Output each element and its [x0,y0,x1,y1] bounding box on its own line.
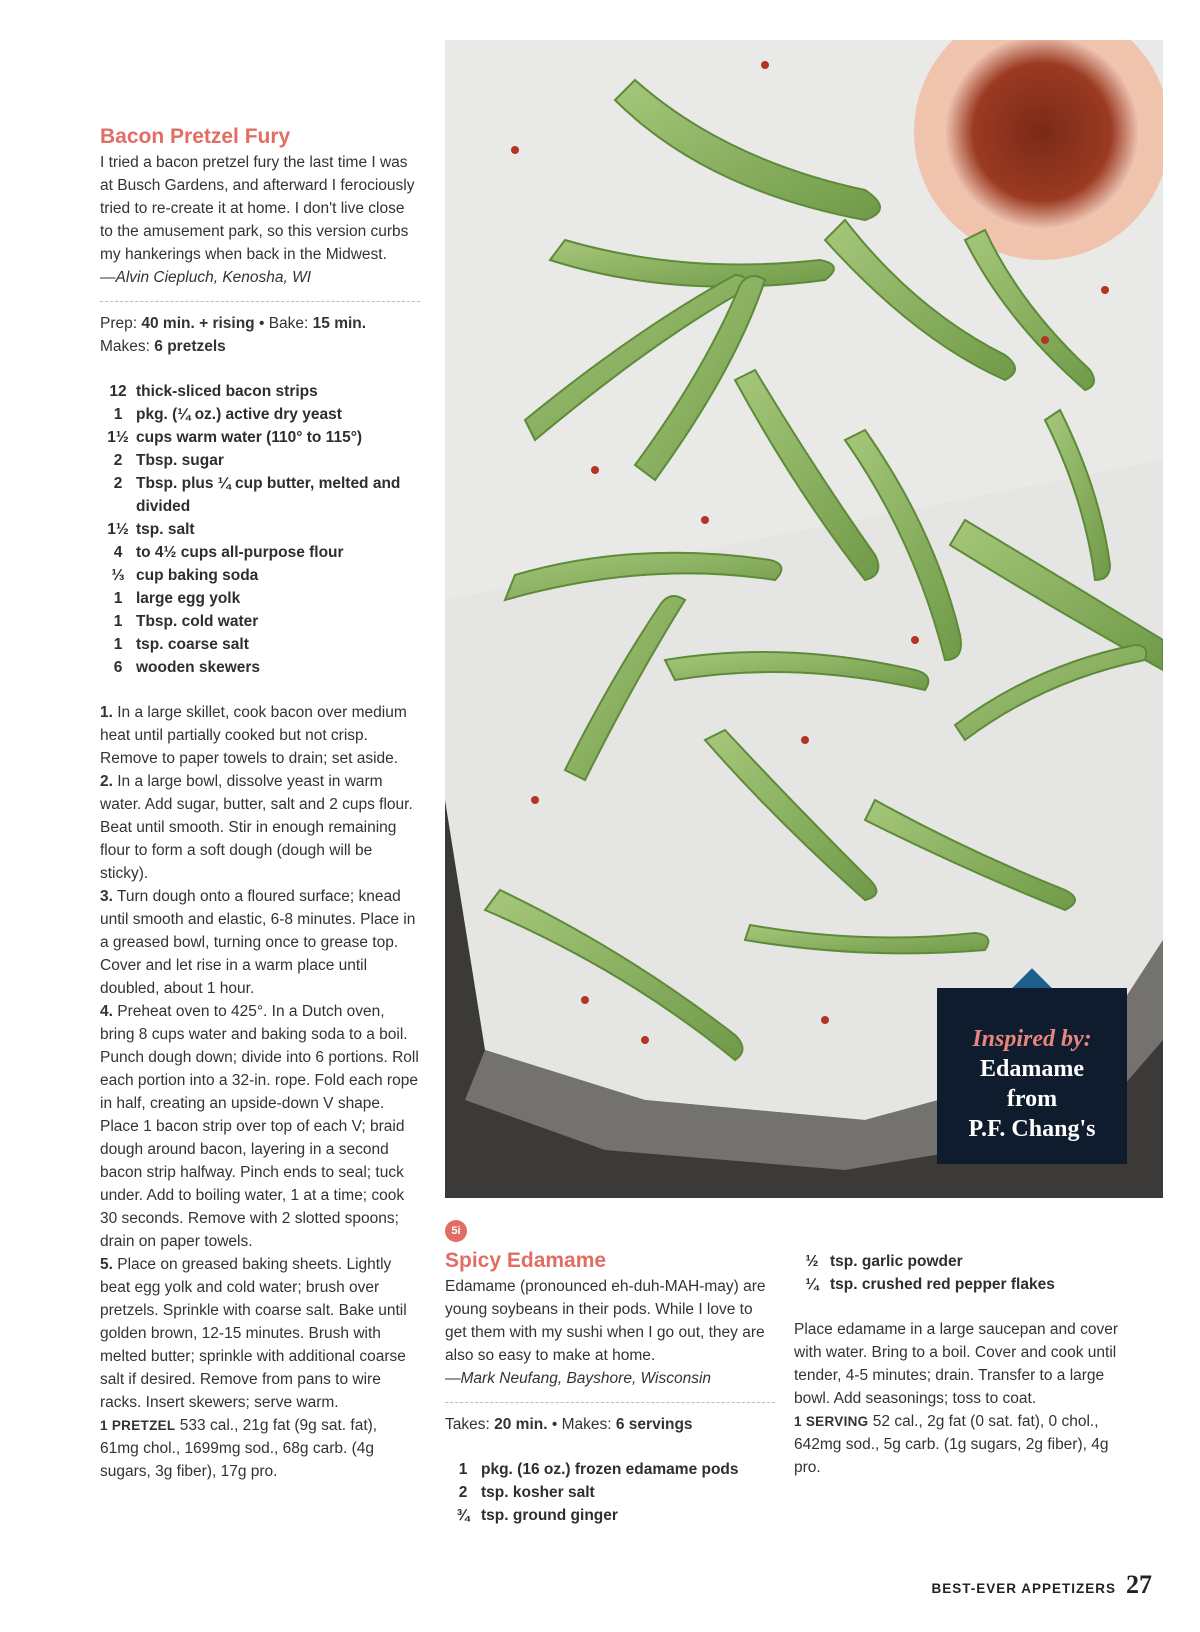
ingredient-item: ½ tsp. garlic powder [805,1253,963,1270]
ingredient-item: 1½ tsp. salt [107,521,195,538]
byline: —Alvin Ciepluch, Kenosha, WI [100,269,312,286]
ingredient-item: 1 Tbsp. cold water [113,613,259,630]
ingredient-item: 1 tsp. coarse salt [113,636,249,653]
step: 4. Preheat oven to 425°. In a Dutch oven, bring 8 cups water and baking soda to a boil. Punch dough down; divide into 6 portions. Roll each portion into a 32-in. rope. Fold each rope in half, creating an upside-down V shape. Place 1 bacon strip over top of each V; braid dough around bacon, layering in a second bacon strip halfway. Pinch ends to seal; tuck under. Add to boiling water, 1 at a time; cook 30 seconds. Remove with 2 slotted spoons; drain on paper towels. [100,1003,419,1250]
recipe-title: Bacon Pretzel Fury [100,125,291,148]
makes-label: Makes: [100,338,150,355]
bake-value: 15 min. [312,315,367,332]
page-number: 27 [1126,1570,1152,1599]
ingredient-item: 1 pkg. (¼ oz.) active dry yeast [113,406,342,423]
intro-text: I tried a bacon pretzel fury the last time I was at Busch Gardens, and afterward I ferociously tried to re-create it at home. I don't live close to the amusement park, so this version curbs my hankerings when back in the Midwest. [100,154,415,263]
step: 2. In a large bowl, dissolve yeast in warm water. Add sugar, butter, salt and 2 cups flour. Beat until smooth. Stir in enough remaining flour to form a soft dough (dough will be sticky). [100,773,413,882]
ingredient-item: 2 Tbsp. sugar [113,452,224,469]
ingredient-item: 12 thick-sliced bacon strips [109,383,318,400]
bake-label: Bake: [268,315,309,332]
nutrition-facts: 1 PRETZEL 533 cal., 21g fat (9g sat. fat), 61mg chol., 1699mg sod., 68g carb. (4g sugars, 3g fiber), 17g pro. [100,1417,378,1480]
step: 5. Place on greased baking sheets. Lightly beat egg yolk and cold water; brush over pretzels. Sprinkle with coarse salt. Bake until golden brown, 12-15 minutes. Brush with melted butter; sprinkle with additional coarse salt if desired. Remove from pans to wire racks. Insert skewers; serve warm. [100,1256,407,1411]
quick-badge: 5i [445,1220,467,1242]
prep-value: 40 min. + rising [141,315,255,332]
recipe-intro [445,1275,775,1390]
recipe-intro [100,151,420,289]
directions [100,701,420,1483]
ingredient-item: 2 Tbsp. plus ¼ cup butter, melted and divided [113,475,401,515]
ingredient-item: 1½ cups warm water (110° to 115°) [107,429,363,446]
directions: Place edamame in a large saucepan and cover with water. Bring to a boil. Cover and cook until tender, 4-5 minutes; drain. Transfer to a large bowl. Add seasonings; toss to coat. [794,1321,1118,1407]
dish-line: Edamame [980,1056,1084,1082]
page-footer [931,1570,1152,1600]
nutrition-facts: 1 SERVING 52 cal., 2g fat (0 sat. fat), 0 chol., 642mg sod., 5g carb. (1g sugars, 2g fiber), 4g pro. [794,1413,1109,1476]
makes-value: 6 pretzels [154,338,226,355]
makes-label: Makes: [561,1416,612,1433]
ingredient-item: 1 pkg. (16 oz.) frozen edamame pods [458,1461,739,1478]
prep-label: Prep: [100,315,138,332]
step: 3. Turn dough onto a floured surface; knead until smooth and elastic, 6-8 minutes. Place in a greased bowl, turning once to grease top. Cover and let rise in a warm place until doubled, about 1 hour. [100,888,416,997]
bacon-recipe [100,124,420,1483]
ingredient-item: ¾ tsp. ground ginger [456,1507,618,1524]
takes-label: Takes: [445,1416,490,1433]
dish-line: from [1006,1086,1058,1112]
makes-value: 6 servings [615,1416,693,1433]
divider [445,1402,775,1403]
dish-line: P.F. Chang's [968,1116,1096,1142]
inspired-label: Inspired by: [972,1026,1092,1052]
ingredient-item: 6 wooden skewers [113,659,261,676]
divider [100,301,420,302]
section-title: BEST-EVER APPETIZERS [931,1581,1116,1596]
ingredient-list [794,1250,1134,1296]
ingredient-item: 2 tsp. kosher salt [458,1484,595,1501]
ingredient-item: ¼ tsp. crushed red pepper flakes [805,1276,1055,1293]
recipe-meta: Prep: 40 min. + rising • Bake: 15 min. Makes: 6 pretzels [100,315,367,355]
ingredient-item: ⅓ cup baking soda [111,567,259,584]
takes-value: 20 min. [494,1416,548,1433]
step: 1. In a large skillet, cook bacon over medium heat until partially cooked but not crisp. Remove to paper towels to drain; set aside. [100,704,407,767]
intro-text: Edamame (pronounced eh-duh-MAH-may) are young soybeans in their pods. While I love to get them with my sushi when I go out, they are also so easy to make at home. [445,1278,766,1364]
inspired-by-callout [937,988,1127,1164]
edamame-recipe [445,1216,775,1527]
byline: —Mark Neufang, Bayshore, Wisconsin [445,1370,712,1387]
ingredient-item: 4 to 4½ cups all-purpose flour [113,544,344,561]
edamame-recipe-continued [794,1250,1134,1479]
recipe-meta: Takes: 20 min. • Makes: 6 servings [445,1416,693,1433]
ingredient-list [100,380,420,679]
ingredient-item: 1 large egg yolk [113,590,241,607]
recipe-title: Spicy Edamame [445,1249,607,1272]
ingredient-list [445,1458,775,1527]
